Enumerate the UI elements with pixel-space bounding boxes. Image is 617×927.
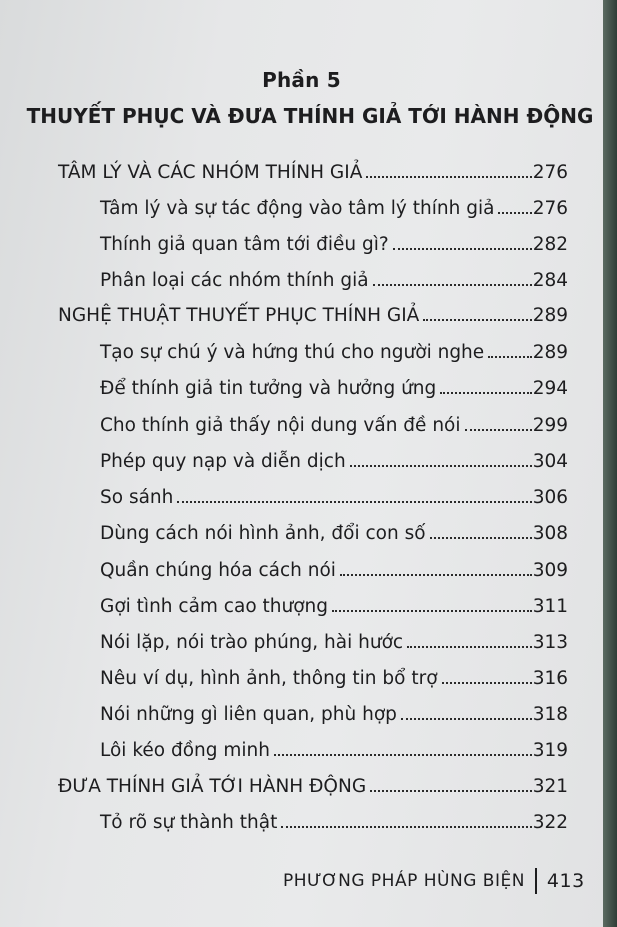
- dot-leader: [340, 574, 532, 576]
- toc-entry-label: Quần chúng hóa cách nói: [100, 560, 336, 581]
- toc-entry-label: ĐƯA THÍNH GIẢ TỚI HÀNH ĐỘNG: [58, 776, 367, 797]
- toc-entry-label: NGHỆ THUẬT THUYẾT PHỤC THÍNH GIẢ: [58, 305, 420, 326]
- toc-entry-page: 322: [532, 812, 568, 833]
- toc-entry: [100, 449, 568, 475]
- toc-entry: [100, 738, 568, 764]
- dot-leader: [442, 682, 532, 684]
- dot-leader: [177, 501, 531, 503]
- page-number: 413: [546, 870, 585, 892]
- toc-entry-label: Tỏ rõ sự thành thật: [100, 812, 278, 833]
- toc-entry-label: Nói những gì liên quan, phù hợp: [100, 704, 397, 725]
- toc-entry: [100, 196, 568, 222]
- toc-entry-label: Nói lặp, nói trào phúng, hài hước: [100, 632, 404, 653]
- toc-entry-page: 321: [532, 776, 568, 797]
- toc-entry-label: TÂM LÝ VÀ CÁC NHÓM THÍNH GIẢ: [58, 162, 363, 183]
- toc-entry: [100, 485, 568, 511]
- toc-entry-page: 319: [532, 740, 568, 761]
- dot-leader: [393, 248, 532, 250]
- dot-leader: [281, 826, 531, 828]
- toc-entry: [100, 376, 568, 402]
- toc-entry: [100, 268, 568, 294]
- dot-leader: [430, 537, 532, 539]
- toc-entry-page: 294: [532, 378, 568, 399]
- dot-leader: [366, 176, 531, 178]
- section-title: THUYẾT PHỤC VÀ ĐƯA THÍNH GIẢ TỚI HÀNH ĐỘNG: [26, 104, 594, 128]
- toc-entry-label: Tạo sự chú ý và hứng thú cho người nghe: [100, 342, 485, 363]
- toc-entry-page: 289: [532, 342, 568, 363]
- toc-entry-label: Dùng cách nói hình ảnh, đổi con số: [100, 523, 426, 544]
- toc-entry-page: 306: [532, 487, 568, 508]
- toc-entry-label: Nêu ví dụ, hình ảnh, thông tin bổ trợ: [100, 668, 438, 689]
- dot-leader: [465, 429, 532, 431]
- toc-entry: [100, 702, 568, 728]
- dot-leader: [440, 392, 531, 394]
- toc-entry: [100, 810, 568, 836]
- toc-entry-label: Để thính giả tin tưởng và hưởng ứng: [100, 378, 437, 399]
- toc-entry-label: Phân loại các nhóm thính giả: [100, 270, 369, 291]
- toc-entry-page: 304: [532, 451, 568, 472]
- toc-entry-page: 284: [532, 270, 568, 291]
- toc-entry-page: 318: [532, 704, 568, 725]
- toc-entry-label: So sánh: [100, 487, 174, 508]
- book-title: PHƯƠNG PHÁP HÙNG BIỆN: [283, 871, 525, 891]
- footer-divider: [535, 868, 537, 894]
- dot-leader: [332, 610, 532, 612]
- toc-entry: [100, 340, 568, 366]
- toc-entry-label: Tâm lý và sự tác động vào tâm lý thính giả: [100, 198, 495, 219]
- toc-entry-page: 289: [532, 305, 568, 326]
- dot-leader: [373, 284, 532, 286]
- section-label: Phần 5: [262, 68, 341, 92]
- toc-entry: [100, 558, 568, 584]
- toc-entry: [100, 413, 568, 439]
- toc-chapter-entry: [58, 774, 568, 800]
- toc-entry-label: Thính giả quan tâm tới điều gì?: [100, 234, 389, 255]
- toc-entry-page: 282: [532, 234, 568, 255]
- toc-entry-label: Lôi kéo đồng minh: [100, 740, 270, 761]
- dot-leader: [488, 356, 532, 358]
- toc-entry: [100, 232, 568, 258]
- toc-entry-page: 309: [532, 560, 568, 581]
- toc-entry-page: 308: [532, 523, 568, 544]
- toc-entry: [100, 666, 568, 692]
- dot-leader: [274, 754, 532, 756]
- toc-entry-label: Phép quy nạp và diễn dịch: [100, 451, 346, 472]
- toc-entry: [100, 521, 568, 547]
- toc-entry-label: Gợi tình cảm cao thượng: [100, 596, 329, 617]
- toc-chapter-entry: [58, 303, 568, 329]
- toc-chapter-entry: [58, 160, 568, 186]
- toc-entry: [100, 630, 568, 656]
- dot-leader: [423, 319, 531, 321]
- dot-leader: [370, 790, 532, 792]
- dot-leader: [407, 646, 532, 648]
- toc-entry-page: 299: [532, 415, 568, 436]
- toc-entry: [100, 594, 568, 620]
- toc-entry-page: 311: [532, 596, 568, 617]
- toc-entry-page: 276: [532, 162, 568, 183]
- toc-entry-label: Cho thính giả thấy nội dung vấn đề nói: [100, 415, 461, 436]
- dot-leader: [350, 465, 532, 467]
- toc-entry-page: 276: [532, 198, 568, 219]
- dot-leader: [401, 718, 532, 720]
- toc-entry-page: 313: [532, 632, 568, 653]
- dot-leader: [498, 212, 531, 214]
- running-footer: [283, 868, 585, 894]
- book-cover-edge: [603, 0, 617, 927]
- toc-entry-page: 316: [532, 668, 568, 689]
